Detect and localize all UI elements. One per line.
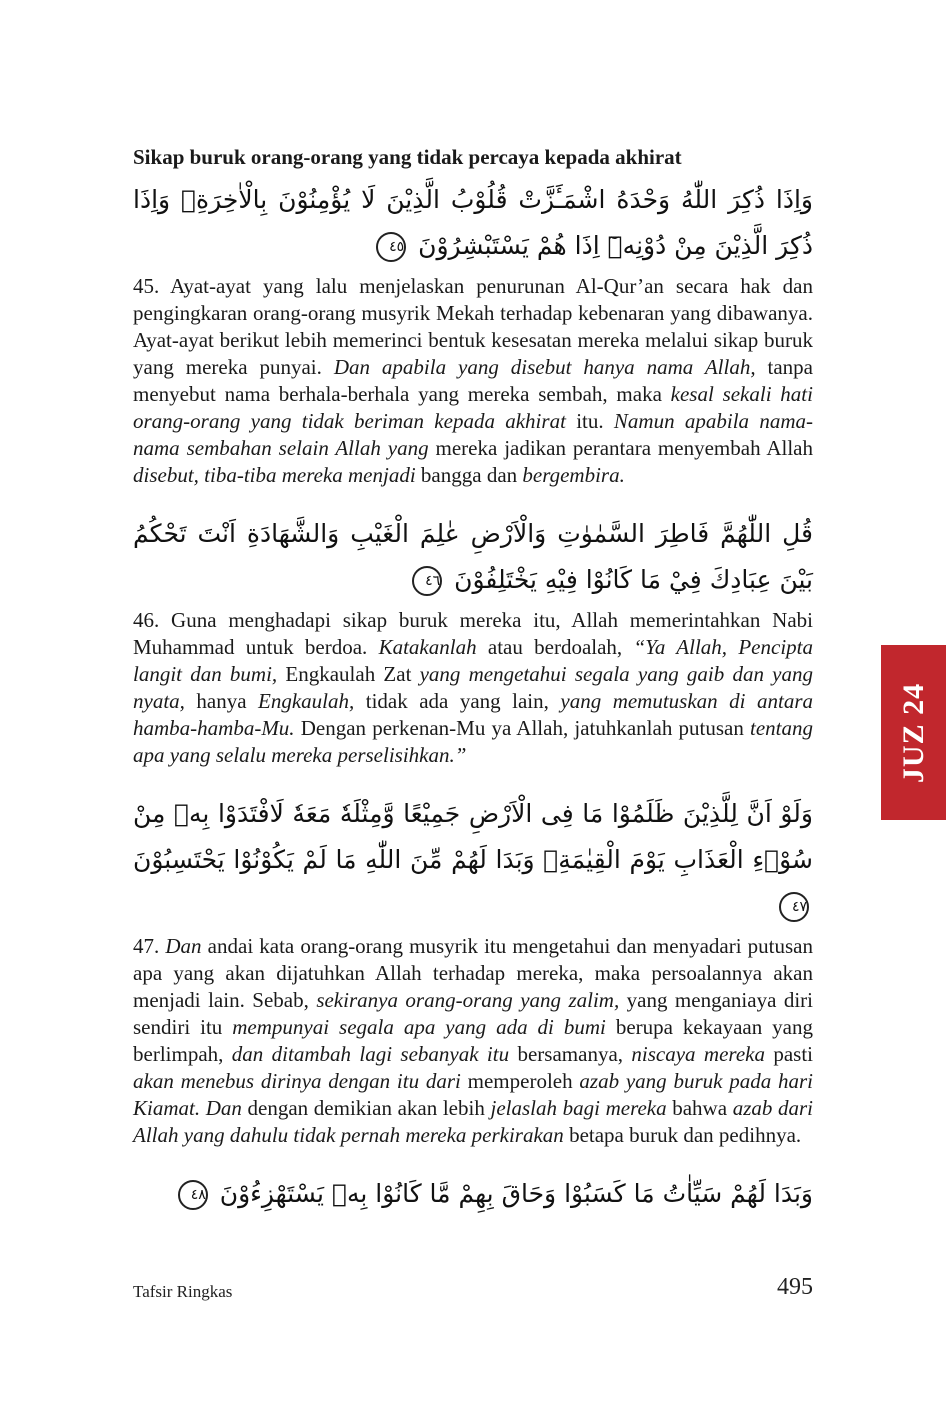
verse-number-mark: ٤٥ xyxy=(376,232,406,262)
italic-segment: yang memutuskan di antara hamba-hamba-Mu. xyxy=(133,689,813,740)
italic-segment: azab yang buruk pada hari Kiamat. Dan xyxy=(133,1069,813,1120)
text-segment: itu. xyxy=(565,409,614,433)
italic-segment: Namun apabila nama-nama sembahan selain Allah yang xyxy=(133,409,814,460)
text-segment: bangga dan xyxy=(415,463,523,487)
text-segment: berupa kekayaan yang berlimpah, xyxy=(133,1015,813,1066)
text-segment: 46. Guna menghadapi sikap buruk mereka itu, Allah memerintahkan Nabi Muhammad untuk berdoa. xyxy=(133,608,813,659)
commentary-paragraph-47 xyxy=(133,933,813,1149)
arabic-text: قُلِ اللّٰهُمَّ فَاطِرَ السَّمٰوٰتِ وَالْاَرْضِ عٰلِمَ الْغَيْبِ وَالشَّهَادَةِ اَنْتَ تَحْكُمُ بَيْنَ عِبَادِكَ فِيْ مَا كَانُوْا فِيْهِ يَخْتَلِفُوْنَ xyxy=(133,519,813,594)
arabic-verse-46 xyxy=(133,511,813,603)
italic-segment: “Ya Allah, Pencipta langit dan bumi, xyxy=(133,635,813,686)
juz-label: JUZ 24 xyxy=(896,682,930,783)
text-segment: tidak ada yang lain, xyxy=(354,689,561,713)
text-segment: andai kata orang-orang musyrik itu mengetahui dan menyadari putusan apa yang akan dijatuhkan Allah terhadap mereka, maka persoalannya akan menjadi lain. Sebab, xyxy=(133,934,813,1012)
verse-block-45 xyxy=(133,177,813,489)
arabic-verse-48 xyxy=(133,1171,813,1217)
arabic-text: وَاِذَا ذُكِرَ اللّٰهُ وَحْدَهُ اشْمَـَٔزَّتْ قُلُوْبُ الَّذِيْنَ لَا يُؤْمِنُوْنَ بِالْاٰخِرَةِۚ وَاِذَا ذُكِرَ الَّذِيْنَ مِنْ دُوْنِهٖٓ اِذَا هُمْ يَسْتَبْشِرُوْنَ xyxy=(133,185,813,260)
italic-segment: bergembira. xyxy=(522,463,625,487)
text-segment: Engkaulah Zat xyxy=(277,662,420,686)
italic-segment: mempunyai segala apa yang ada di bumi xyxy=(232,1015,606,1039)
verse-block-48 xyxy=(133,1171,813,1217)
commentary-paragraph-45 xyxy=(133,273,813,489)
italic-segment: kesal sekali hati orang-orang yang tidak beriman kepada akhirat xyxy=(133,382,813,433)
text-segment: 47. xyxy=(133,934,166,958)
arabic-verse-45 xyxy=(133,177,813,269)
arabic-text: وَبَدَا لَهُمْ سَيِّاٰتُ مَا كَسَبُوْا وَحَاقَ بِهِمْ مَّا كَانُوْا بِهٖ يَسْتَهْزِءُوْنَ xyxy=(219,1179,813,1208)
italic-segment: niscaya mereka xyxy=(631,1042,765,1066)
text-segment: yang menganiaya diri sendiri itu xyxy=(133,988,813,1039)
italic-segment: jelaslah bagi mereka xyxy=(490,1096,667,1120)
footer-book-title: Tafsir Ringkas xyxy=(133,1282,233,1301)
verse-number-mark: ٤٧ xyxy=(779,892,809,922)
verse-number-mark: ٤٦ xyxy=(412,566,442,596)
italic-segment: akan menebus dirinya dengan itu dari xyxy=(133,1069,461,1093)
italic-segment: sekiranya orang-orang yang zalim, xyxy=(316,988,620,1012)
verse-block-47 xyxy=(133,791,813,1149)
text-segment: atau berdoalah, xyxy=(476,635,634,659)
text-segment: hanya xyxy=(184,689,259,713)
italic-segment: disebut, tiba-tiba mereka menjadi xyxy=(133,463,416,487)
text-segment: memperoleh xyxy=(460,1069,580,1093)
text-segment: dengan demikian akan lebih xyxy=(241,1096,491,1120)
page-content xyxy=(133,143,813,1221)
text-segment: bahwa xyxy=(666,1096,733,1120)
footer-page-number: 495 xyxy=(777,1274,813,1300)
text-segment: Dengan perkenan-Mu ya Allah, jatuhkanlah putusan xyxy=(294,716,750,740)
italic-segment: Dan xyxy=(165,934,202,958)
section-heading: Sikap buruk orang-orang yang tidak percaya kepada akhirat xyxy=(133,145,682,169)
text-segment: betapa buruk dan pedihnya. xyxy=(563,1123,802,1147)
italic-segment: tentang apa yang selalu mereka perselisihkan.” xyxy=(133,716,813,767)
verse-block-46 xyxy=(133,511,813,769)
italic-segment: yang mengetahui segala yang gaib dan yang nyata, xyxy=(133,662,813,713)
text-segment: bersamanya, xyxy=(509,1042,632,1066)
text-segment: mereka jadikan perantara menyembah Allah xyxy=(428,436,813,460)
text-segment: pasti xyxy=(764,1042,814,1066)
italic-segment: Engkaulah, xyxy=(258,689,355,713)
italic-segment: dan ditambah lagi sebanyak itu xyxy=(231,1042,510,1066)
text-segment: tanpa menyebut nama berhala-berhala yang mereka sembah, maka xyxy=(133,355,813,406)
italic-segment: Dan apabila yang disebut hanya nama Allah, xyxy=(333,355,756,379)
verse-number-mark: ٤٨ xyxy=(178,1180,208,1210)
commentary-paragraph-46 xyxy=(133,607,813,769)
juz-side-tab xyxy=(881,645,946,820)
text-segment: 45. Ayat-ayat yang lalu menjelaskan penurunan Al-Qur’an secara hak dan pengingkaran orang-orang musyrik Mekah terhadap kebenaran yang dibawanya. Ayat-ayat berikut lebih memerinci bentuk kesesatan mereka melalui sikap buruk yang mereka punyai. xyxy=(133,274,813,379)
arabic-text: وَلَوْ اَنَّ لِلَّذِيْنَ ظَلَمُوْا مَا فِى الْاَرْضِ جَمِيْعًا وَّمِثْلَهٗ مَعَهٗ لَافْتَدَوْا بِهٖ مِنْ سُوْۤءِ الْعَذَابِ يَوْمَ الْقِيٰمَةِۗ وَبَدَا لَهُمْ مِّنَ اللّٰهِ مَا لَمْ يَكُوْنُوْا يَحْتَسِبُوْنَ xyxy=(133,799,813,874)
italic-segment: azab dari Allah yang dahulu tidak pernah mereka perkirakan xyxy=(133,1096,813,1147)
arabic-verse-47 xyxy=(133,791,813,929)
italic-segment: Katakanlah xyxy=(378,635,477,659)
